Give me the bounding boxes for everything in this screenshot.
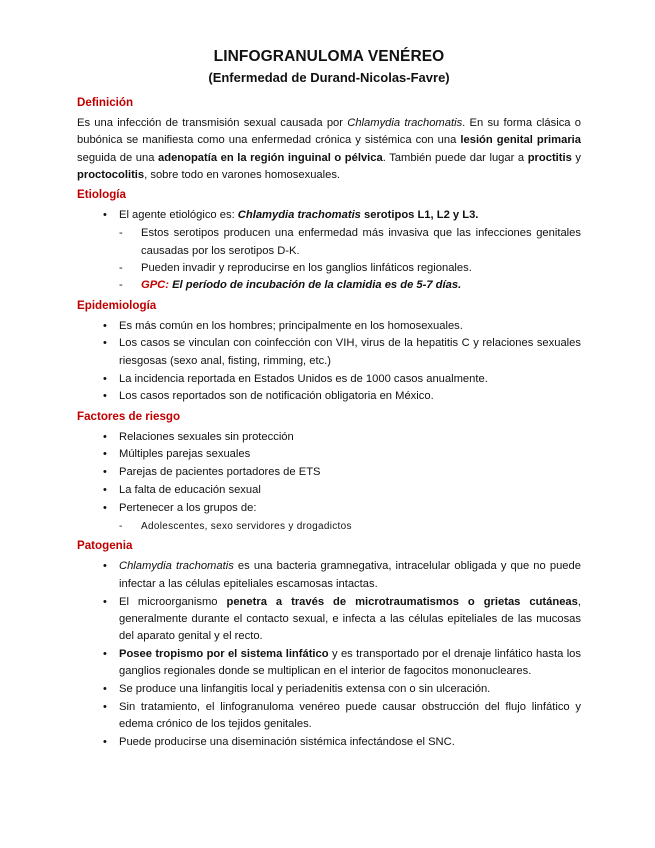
definicion-paragraph: Es una infección de transmisión sexual causada por Chlamydia trachomatis. En su forma clásica o bubónica se manifiesta como una enfermedad crónica y sistémica con una lesión genital primaria seguida de una adenopatía en la región inguinal o pélvica. También puede dar lugar a proctitis y proctocolitis, sobre todo en varones homosexuales.: [77, 117, 582, 181]
section-heading-factores: Factores de riesgo: [77, 409, 181, 423]
list-item: • La falta de educación sexual: [103, 484, 261, 497]
list-item: • Se produce una linfangitis local y periadenitis extensa con o sin ulceración.: [103, 683, 491, 696]
list-item: • Sin tratamiento, el linfogranuloma venéreo puede causar obstrucción del flujo linfático y edema crónico de los tejidos genitales.: [103, 700, 581, 731]
epidemiologia-list: [77, 318, 581, 406]
list-item: • Es más común en los hombres; principalmente en los homosexuales.: [103, 319, 463, 332]
section-heading-patogenia: Patogenia: [77, 539, 133, 553]
bullet-mark: •: [103, 209, 107, 222]
patogenia-list: [77, 558, 581, 751]
sublist-item: - Adolescentes, sexo servidores y drogadictos: [119, 521, 352, 533]
document-subtitle: (Enfermedad de Durand-Nicolas-Favre): [208, 70, 450, 85]
section-heading-epidemiologia: Epidemiología: [77, 298, 157, 312]
factores-list: [77, 429, 581, 536]
list-item: • Múltiples parejas sexuales: [103, 448, 251, 461]
list-item: • Chlamydia trachomatis es una bacteria gramnegativa, intracelular obligada y que no puede infectar a las células epiteliales escamosas intactas.: [103, 560, 581, 590]
list-item: • Posee tropismo por el sistema linfático y es transportado por el drenaje linfático hasta los ganglios regionales donde se multiplican en el interior de fagocitos mononucleares.: [103, 647, 581, 678]
list-item: • Pertenecer a los grupos de: - Adolescentes, sexo servidores y drogadictos: [77, 500, 581, 536]
etiologia-list: [77, 207, 581, 294]
sublist-item: - Estos serotipos producen una enfermedad más invasiva que las infecciones genitales causadas por los serotipos D-K.: [119, 227, 581, 257]
list-item: • El agente etiológico es: Chlamydia trachomatis serotipos L1, L2 y L3. - Estos serotipos producen una enfermedad más invasiva que las infecciones genitales causadas por los serotipos D-K. - Pueden invadir y reproducirse en los ganglios linfáticos regionales. - GPC: El período de incubación de la clamidia es de 5-7 días.: [77, 207, 581, 294]
etiologia-sublist: [119, 225, 581, 294]
list-item: • Puede producirse una diseminación sistémica infectándose el SNC.: [103, 735, 455, 748]
list-item: • Relaciones sexuales sin protección: [103, 430, 294, 443]
gpc-note: - GPC: El período de incubación de la clamidia es de 5-7 días.: [119, 279, 462, 292]
document-title: LINFOGRANULOMA VENÉREO: [213, 48, 445, 65]
list-item: • Parejas de pacientes portadores de ETS: [103, 466, 321, 479]
list-item: • Los casos reportados son de notificación obligatoria en México.: [103, 390, 434, 403]
list-item: • Los casos se vinculan con coinfección con VIH, virus de la hepatitis C y relaciones sexuales riesgosas (sexo anal, fisting, rimming, etc.): [103, 337, 581, 367]
list-item: • La incidencia reportada en Estados Unidos es de 1000 casos anualmente.: [103, 372, 488, 385]
list-item: • El microorganismo penetra a través de microtraumatismos o grietas cutáneas, generalmente durante el contacto sexual, e infecta a las células epiteliales de las mucosas del aparato genital y el recto.: [103, 595, 581, 643]
factores-sublist: [119, 518, 581, 535]
sublist-item: - Pueden invadir y reproducirse en los ganglios linfáticos regionales.: [119, 262, 472, 275]
section-heading-definicion: Definición: [77, 96, 134, 109]
section-heading-etiologia: Etiología: [77, 188, 126, 202]
